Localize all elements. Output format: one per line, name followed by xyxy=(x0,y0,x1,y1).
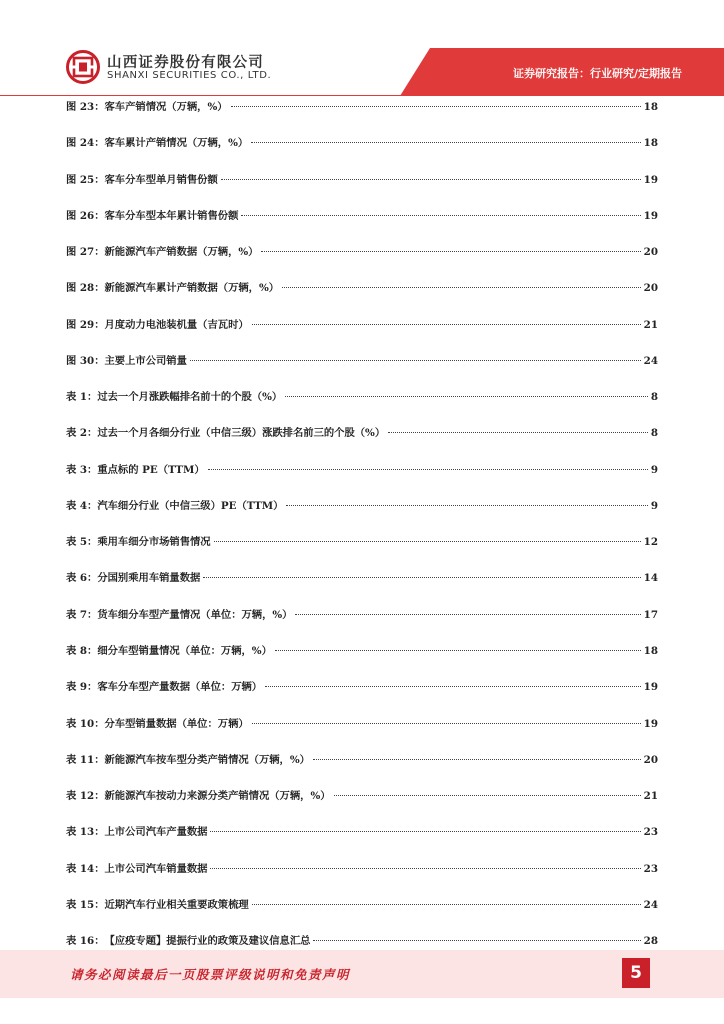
toc-entry-label: 表 6：分国别乘用车销量数据 xyxy=(66,572,201,585)
toc-entry-page: 17 xyxy=(643,608,658,621)
toc-entry-page: 19 xyxy=(643,173,658,186)
toc-entry[interactable] xyxy=(66,859,658,895)
toc-leader-dots xyxy=(295,614,640,615)
toc-entry-label: 图 26：客车分车型本年累计销售份额 xyxy=(66,209,239,222)
toc-leader-dots xyxy=(190,360,641,361)
toc-entry[interactable] xyxy=(66,750,658,786)
toc-entry-page: 18 xyxy=(643,101,658,113)
toc-entry[interactable] xyxy=(66,641,658,677)
toc-entry[interactable] xyxy=(66,605,658,641)
toc-leader-dots xyxy=(210,868,640,869)
toc-entry-page: 21 xyxy=(643,318,658,331)
toc-leader-dots xyxy=(214,541,641,542)
toc-entry-label: 表 5：乘用车细分市场销售情况 xyxy=(66,536,211,549)
company-logo-icon xyxy=(66,50,100,84)
toc-entry[interactable] xyxy=(66,351,658,387)
toc-entry[interactable] xyxy=(66,423,658,459)
toc-leader-dots xyxy=(261,251,640,252)
toc-entry-label: 表 1：过去一个月涨跌幅排名前十的个股（%） xyxy=(66,391,283,404)
toc-entry-page: 18 xyxy=(643,644,658,657)
toc-entry-label: 图 29：月度动力电池装机量（吉瓦时） xyxy=(66,318,249,331)
toc-entry-label: 图 23：客车产销情况（万辆，%） xyxy=(66,101,228,113)
toc-leader-dots xyxy=(221,179,641,180)
toc-entry-page: 23 xyxy=(643,862,658,875)
toc-leader-dots xyxy=(286,505,647,506)
toc-entry[interactable] xyxy=(66,460,658,496)
toc-entry-page: 9 xyxy=(650,499,658,512)
toc-entry-label: 图 30：主要上市公司销量 xyxy=(66,354,187,367)
toc-leader-dots xyxy=(313,759,641,760)
toc-entry-label: 表 4：汽车细分行业（中信三级）PE（TTM） xyxy=(66,499,284,512)
toc-entry[interactable] xyxy=(66,97,658,133)
toc-entry[interactable] xyxy=(66,895,658,931)
toc-leader-dots xyxy=(252,904,641,905)
toc-entry[interactable] xyxy=(66,714,658,750)
toc-leader-dots xyxy=(241,215,640,216)
toc-entry-label: 表 14：上市公司汽车销量数据 xyxy=(66,862,208,875)
toc-leader-dots xyxy=(231,106,641,107)
toc-list xyxy=(66,97,658,967)
toc-entry-page: 23 xyxy=(643,826,658,839)
toc-entry-label: 表 3：重点标的 PE（TTM） xyxy=(66,463,205,476)
toc-entry-page: 24 xyxy=(643,354,658,367)
toc-leader-dots xyxy=(265,686,641,687)
toc-entry-label: 表 9：客车分车型产量数据（单位：万辆） xyxy=(66,681,263,694)
toc-entry-page: 21 xyxy=(643,790,658,803)
toc-entry[interactable] xyxy=(66,822,658,858)
toc-entry-page: 18 xyxy=(643,137,658,150)
toc-entry-page: 8 xyxy=(650,391,658,404)
page-number-badge: 5 xyxy=(622,958,650,988)
toc-leader-dots xyxy=(210,831,640,832)
toc-entry-page: 20 xyxy=(643,246,658,259)
report-type-label: 证券研究报告：行业研究/定期报告 xyxy=(512,67,682,80)
toc-entry-page: 19 xyxy=(643,209,658,222)
toc-entry-page: 28 xyxy=(643,935,658,948)
toc-entry[interactable] xyxy=(66,242,658,278)
toc-leader-dots xyxy=(282,287,641,288)
toc-entry[interactable] xyxy=(66,568,658,604)
toc-entry-label: 表 15：近期汽车行业相关重要政策梳理 xyxy=(66,898,249,911)
toc-entry-label: 图 28：新能源汽车累计产销数据（万辆，%） xyxy=(66,282,280,295)
toc-entry[interactable] xyxy=(66,206,658,242)
toc-entry-label: 表 13：上市公司汽车产量数据 xyxy=(66,826,208,839)
toc-entry-page: 19 xyxy=(643,681,658,694)
toc-leader-dots xyxy=(275,650,641,651)
footer-disclaimer: 请务必阅读最后一页股票评级说明和免责声明 xyxy=(70,967,351,982)
toc-entry[interactable] xyxy=(66,315,658,351)
toc-leader-dots xyxy=(313,940,640,941)
toc-entry-label: 表 2：过去一个月各细分行业（中信三级）涨跌排名前三的个股（%） xyxy=(66,427,386,440)
toc-entry-page: 19 xyxy=(643,717,658,730)
toc-entry-page: 20 xyxy=(643,282,658,295)
toc-entry-label: 图 24：客车累计产销情况（万辆，%） xyxy=(66,137,249,150)
toc-entry-page: 24 xyxy=(643,898,658,911)
toc-leader-dots xyxy=(285,396,648,397)
toc-leader-dots xyxy=(203,577,640,578)
toc-entry-page: 12 xyxy=(643,536,658,549)
toc-entry-page: 20 xyxy=(643,753,658,766)
toc-leader-dots xyxy=(251,142,641,143)
toc-entry-label: 表 8：细分车型销量情况（单位：万辆，%） xyxy=(66,644,272,657)
toc-entry[interactable] xyxy=(66,133,658,169)
toc-leader-dots xyxy=(334,795,641,796)
toc-entry-label: 表 7：货车细分车型产量情况（单位：万辆，%） xyxy=(66,608,293,621)
toc-entry-label: 表 10：分车型销量数据（单位：万辆） xyxy=(66,717,249,730)
toc-entry[interactable] xyxy=(66,496,658,532)
toc-entry-label: 图 27：新能源汽车产销数据（万辆，%） xyxy=(66,246,259,259)
company-name-en: SHANXI SECURITIES CO., LTD. xyxy=(107,70,272,81)
toc-entry-label: 图 25：客车分车型单月销售份额 xyxy=(66,173,218,186)
toc-entry[interactable] xyxy=(66,532,658,568)
toc-leader-dots xyxy=(388,432,648,433)
toc-entry-page: 14 xyxy=(643,572,658,585)
toc-entry-label: 表 16： 【应疫专题】提振行业的政策及建议信息汇总 xyxy=(66,935,311,948)
toc-entry[interactable] xyxy=(66,677,658,713)
toc-entry-page: 8 xyxy=(650,427,658,440)
toc-leader-dots xyxy=(252,324,641,325)
toc-entry[interactable] xyxy=(66,387,658,423)
toc-entry-label: 表 11：新能源汽车按车型分类产销情况（万辆，%） xyxy=(66,753,310,766)
toc-entry-label: 表 12：新能源汽车按动力来源分类产销情况（万辆，%） xyxy=(66,790,331,803)
toc-entry-page: 9 xyxy=(650,463,658,476)
toc-entry[interactable] xyxy=(66,278,658,314)
company-name-cn: 山西证券股份有限公司 xyxy=(107,55,264,71)
toc-leader-dots xyxy=(208,469,648,470)
toc-leader-dots xyxy=(252,723,641,724)
toc-entry[interactable] xyxy=(66,170,658,206)
toc-entry[interactable] xyxy=(66,786,658,822)
